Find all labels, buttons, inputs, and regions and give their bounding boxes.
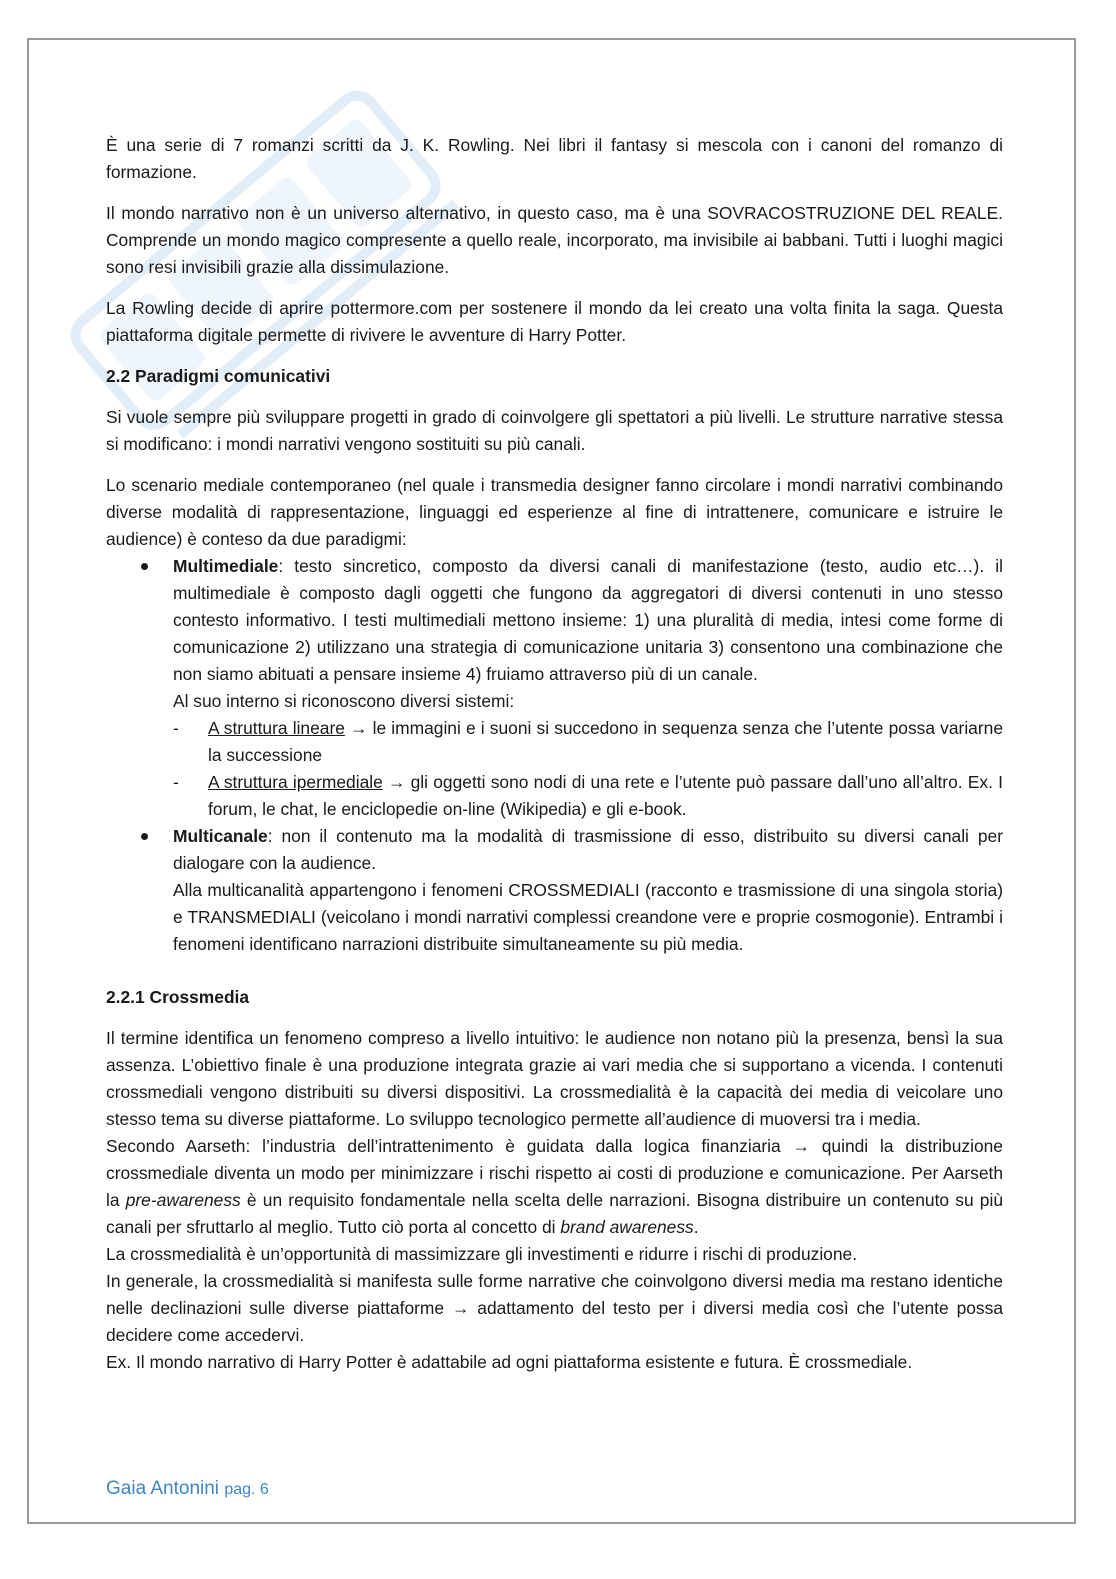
multicanale-text: : non il contenuto ma la modalità di trasmissione di esso, distribuito su diversi canali per dialogare con la audience.: [173, 826, 1003, 873]
paradigmi-list: [106, 553, 1003, 958]
multimediale-text: : testo sincretico, composto da diversi canali di manifestazione (testo, audio etc…). il multimediale è composto dagli oggetti che fungono da aggregatori di diversi contenuti in uno stesso contesto informativo. I testi multimediali mettono insieme: 1) una pluralità di media, intesi come forme di comunicazione 2) utilizzano una strategia di comunicazione unitaria 3) consentono una combinazione che non siamo abituati a pensare insieme 4) fruiamo attraverso più di un canale.: [173, 556, 1003, 684]
term-multimediale: Multimediale: [173, 556, 279, 576]
term-brand-awareness: brand awareness: [560, 1217, 694, 1237]
aarseth-text-b: quindi la distribuzione crossmediale diventa un modo per minimizzare i rischi rispetto ai costi di produzione e comunicazione. Per Aarseth la: [106, 1136, 1003, 1210]
paradigmi-paragraph-2: Lo scenario mediale contemporaneo (nel quale i transmedia designer fanno circolare i mondi narrativi combinando diverse modalità di rappresentazione, linguaggi ed esperienze al fine di intrattenere, comunicare e istruire le audience) è conteso da due paradigmi:: [106, 475, 1003, 549]
crossmedia-paragraph-3: La crossmedialità è un’opportunità di massimizzare gli investimenti e ridurre i rischi di produzione.: [106, 1244, 858, 1264]
intro-paragraph-3: La Rowling decide di aprire pottermore.com per sostenere il mondo da lei creato una volta finita la saga. Questa piattaforma digitale permette di rivivere le avventure di Harry Potter.: [106, 298, 1003, 345]
arrow-right-icon: →: [350, 718, 368, 738]
crossmedia-paragraph-5: Ex. Il mondo narrativo di Harry Potter è adattabile ad ogni piattaforma esistente e futura. È crossmediale.: [106, 1352, 913, 1372]
footer-page-number: pag. 6: [224, 1481, 269, 1498]
footer-author: Gaia Antonini: [106, 1478, 220, 1499]
crossmedia-paragraph-4: [106, 1268, 1003, 1349]
multicanale-text-2: Alla multicanalità appartengono i fenomeni CROSSMEDIALI (racconto e trasmissione di una singola storia) e TRANSMEDIALI (veicolano i mondi narrativi complessi creandone vere e proprie cosmogonie). Entrambi i fenomeni identificano narrazioni distribuite simultaneamente su più media.: [173, 880, 1003, 954]
term-pre-awareness: pre-awareness: [125, 1190, 241, 1210]
crossmedia-paragraph-2: [106, 1133, 1003, 1241]
bullet-icon: [141, 833, 148, 840]
paradigmi-paragraph-1: Si vuole sempre più sviluppare progetti in grado di coinvolgere gli spettatori a più livelli. Le strutture narrative stessa si modificano: i mondi narrativi vengono sostituiti su più canali.: [106, 407, 1003, 454]
ipermediale-text: gli oggetti sono nodi di una rete e l’utente può passare dall’uno all’altro. Ex. I forum, le chat, le enciclopedie on-line (Wikipedia) e gli e-book.: [208, 772, 1003, 819]
list-item-lineare: [173, 715, 1003, 769]
dash-marker: -: [173, 718, 179, 738]
bullet-icon: [141, 563, 148, 570]
list-item-multicanale: [106, 823, 1003, 958]
term-ipermediale: A struttura ipermediale: [208, 772, 383, 792]
arrow-right-icon: →: [388, 772, 406, 792]
aarseth-text-d: .: [693, 1217, 699, 1237]
generale-text-a: In generale, la crossmedialità si manifesta sulle forme narrative che coinvolgono diversi media ma restano identiche nelle declinazioni sulle diverse piattaforme: [106, 1271, 1003, 1318]
list-item-ipermediale: [173, 769, 1003, 823]
sistemi-list: [173, 715, 1003, 823]
intro-paragraph-2: Il mondo narrativo non è un universo alternativo, in questo caso, ma è una SOVRACOSTRUZIONE DEL REALE. Comprende un mondo magico compresente a quello reale, incorporato, ma invisibile ai babbani. Tutti i luoghi magici sono resi invisibili grazie alla dissimulazione.: [106, 203, 1003, 277]
page-footer: [106, 1478, 269, 1500]
lineare-text: le immagini e i suoni si succedono in sequenza senza che l’utente possa variarne la successione: [208, 718, 1003, 765]
arrow-right-icon: →: [451, 1298, 470, 1318]
intro-paragraph-1: È una serie di 7 romanzi scritti da J. K. Rowling. Nei libri il fantasy si mescola con i canoni del romanzo di formazione.: [106, 135, 1003, 182]
aarseth-text-c: è un requisito fondamentale nella scelta delle narrazioni. Bisogna distribuire un contenuto su più canali per sfruttarlo al meglio. Tutto ciò porta al concetto di: [106, 1190, 1003, 1237]
section-heading-paradigmi: 2.2 Paradigmi comunicativi: [106, 366, 331, 386]
dash-marker: -: [173, 772, 179, 792]
aarseth-text-a: Secondo Aarseth: l’industria dell’intrattenimento è guidata dalla logica finanziaria: [106, 1136, 793, 1156]
term-multicanale: Multicanale: [173, 826, 268, 846]
term-lineare: A struttura lineare: [208, 718, 345, 738]
section-heading-crossmedia: 2.2.1 Crossmedia: [106, 987, 250, 1007]
crossmedia-paragraph-1: Il termine identifica un fenomeno compreso a livello intuitivo: le audience non notano più la presenza, bensì la sua assenza. L’obiettivo finale è una produzione integrata grazie ai vari media che si supportano a vicenda. I contenuti crossmediali vengono distribuiti su diversi dispositivi. La crossmedialità è la capacità dei media di veicolare uno stesso tema su diverse piattaforme. Lo sviluppo tecnologico permette all’audience di muoversi tra i media.: [106, 1028, 1003, 1129]
arrow-right-icon: →: [792, 1136, 810, 1156]
multimediale-intro: Al suo interno si riconoscono diversi sistemi:: [173, 691, 515, 711]
list-item-multimediale: [106, 553, 1003, 823]
generale-text-b: adattamento del testo per i diversi media così che l’utente possa decidere come accedervi.: [106, 1298, 1003, 1345]
document-body: [106, 132, 1003, 1376]
